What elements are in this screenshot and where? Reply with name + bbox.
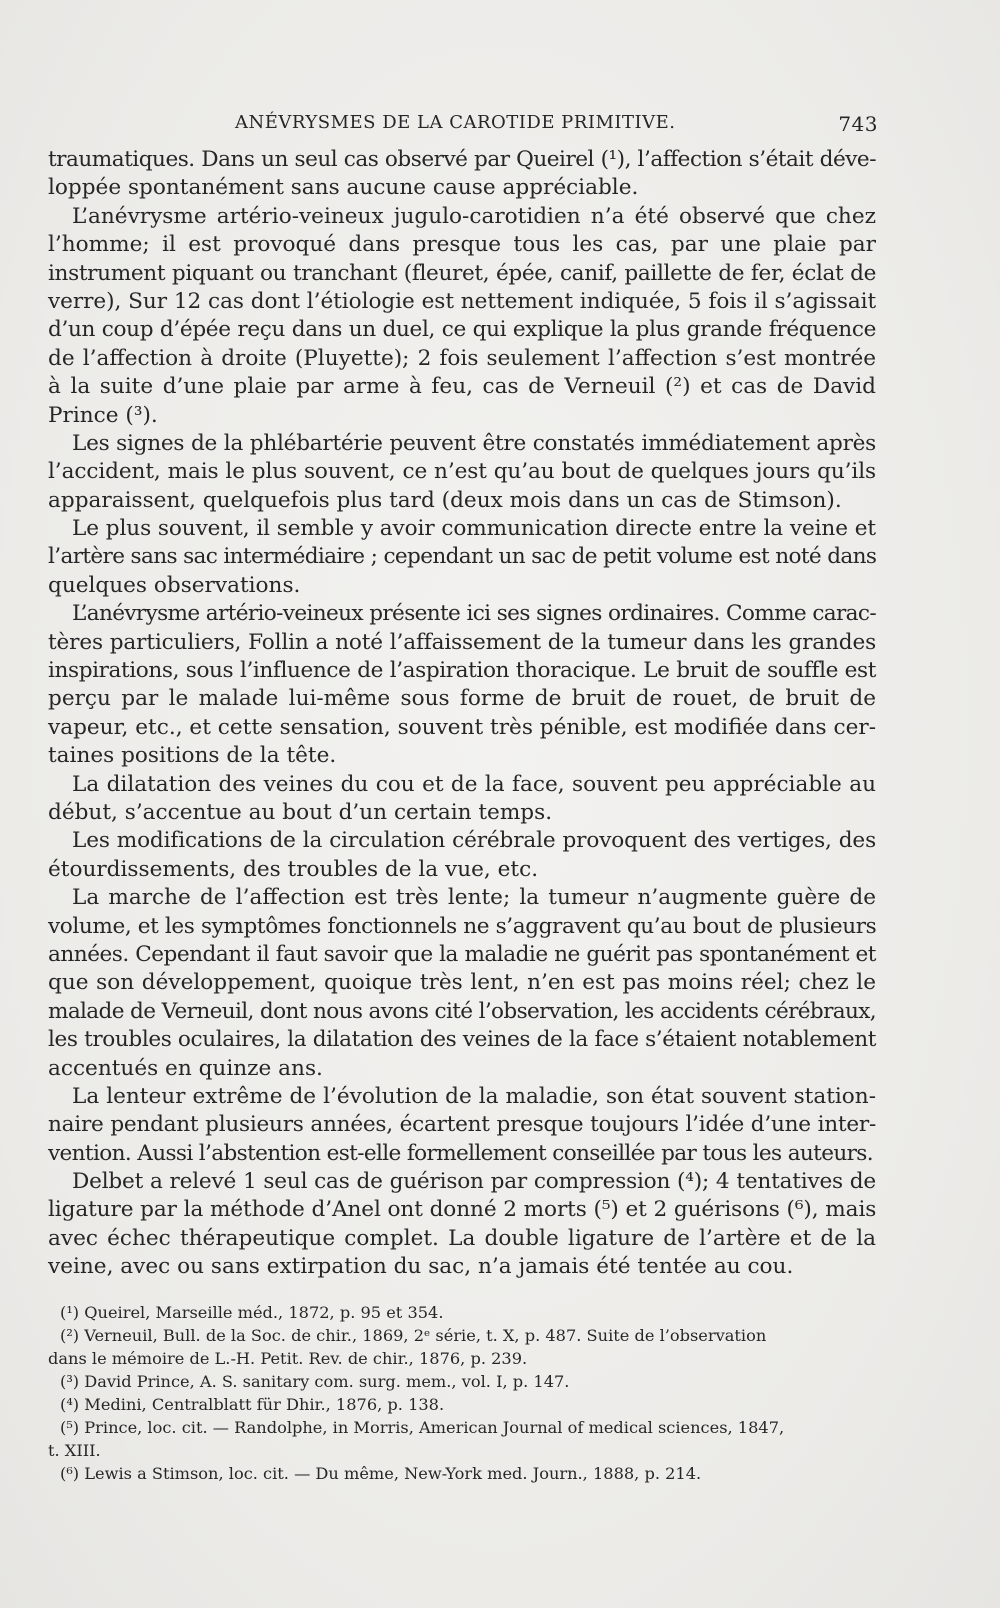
text-line: l’accident, mais le plus souvent, ce n’est qu’au bout de quelques jours qu’ils bbox=[48, 459, 876, 485]
text-line: de l’affection à droite (Pluyette); 2 fois seulement l’affection s’est montrée bbox=[48, 345, 876, 371]
text-line: La lenteur extrême de l’évolution de la maladie, son état souvent station- bbox=[72, 1083, 876, 1109]
text-line: L’anévrysme artério-veineux jugulo-carotidien n’a été observé que chez bbox=[72, 203, 876, 229]
footnote-line: (¹) Queirel, Marseille méd., 1872, p. 95 et 354. bbox=[60, 1303, 444, 1322]
footnote-line: (⁶) Lewis a Stimson, loc. cit. — Du même, New-York med. Journ., 1888, p. 214. bbox=[60, 1464, 702, 1483]
footnote-line: t. XIII. bbox=[48, 1441, 101, 1460]
footnote-line: (²) Verneuil, Bull. de la Soc. de chir., 1869, 2ᵉ série, t. X, p. 487. Suite de l’observation bbox=[60, 1326, 767, 1345]
text-line: quelques observations. bbox=[48, 572, 301, 598]
text-line: Le plus souvent, il semble y avoir communication directe entre la veine et bbox=[72, 516, 876, 542]
text-line: tères particuliers, Follin a noté l’affaissement de la tumeur dans les grandes bbox=[48, 629, 876, 655]
text-line: naire pendant plusieurs années, écartent presque toujours l’idée d’une inter- bbox=[48, 1112, 876, 1138]
text-line: que son développement, quoique très lent, n’en est pas moins réel; chez le bbox=[48, 970, 876, 996]
text-line: à la suite d’une plaie par arme à feu, cas de Verneuil (²) et cas de David bbox=[48, 374, 876, 400]
text-line: malade de Verneuil, dont nous avons cité l’observation, les accidents cérébraux, bbox=[48, 998, 876, 1024]
text-line: Prince (³). bbox=[48, 402, 158, 428]
text-line: vapeur, etc., et cette sensation, souvent très pénible, est modifiée dans cer- bbox=[48, 714, 876, 740]
text-line: veine, avec ou sans extirpation du sac, n’a jamais été tentée au cou. bbox=[48, 1254, 794, 1280]
text-line: volume, et les symptômes fonctionnels ne s’aggravent qu’au bout de plusieurs bbox=[48, 913, 877, 939]
text-line: Delbet a relevé 1 seul cas de guérison par compression (⁴); 4 tentatives de bbox=[72, 1169, 876, 1195]
text-line: L’anévrysme artério-veineux présente ici ses signes ordinaires. Comme carac- bbox=[72, 601, 876, 627]
text-line: vention. Aussi l’abstention est-elle formellement conseillée par tous les auteurs. bbox=[48, 1140, 873, 1166]
text-line: apparaissent, quelquefois plus tard (deux mois dans un cas de Stimson). bbox=[48, 487, 842, 513]
footnote-line: (⁴) Medini, Centralblatt für Dhir., 1876, p. 138. bbox=[60, 1395, 445, 1414]
footnotes bbox=[48, 1301, 876, 1485]
text-line: Les modifications de la circulation cérébrale provoquent des vertiges, des bbox=[72, 828, 876, 854]
text-line: perçu par le malade lui-même sous forme de bruit de rouet, de bruit de bbox=[48, 686, 876, 712]
body-text bbox=[48, 146, 876, 1282]
text-line: instrument piquant ou tranchant (fleuret, épée, canif, paillette de fer, éclat de bbox=[48, 260, 876, 286]
running-title: ANÉVRYSMES DE LA CAROTIDE PRIMITIVE. bbox=[235, 112, 676, 133]
text-line: accentués en quinze ans. bbox=[48, 1055, 323, 1081]
text-line: début, s’accentue au bout d’un certain temps. bbox=[48, 799, 553, 825]
text-line: traumatiques. Dans un seul cas observé par Queirel (¹), l’affection s’était déve- bbox=[48, 147, 876, 172]
text-line: ligature par la méthode d’Anel ont donné 2 morts (⁵) et 2 guérisons (⁶), mais bbox=[48, 1197, 877, 1223]
text-line: années. Cependant il faut savoir que la maladie ne guérit pas spontanément et bbox=[48, 941, 876, 967]
text-line: taines positions de la tête. bbox=[48, 743, 337, 769]
text-line: La marche de l’affection est très lente; la tumeur n’augmente guère de bbox=[72, 885, 876, 911]
page-header bbox=[48, 112, 878, 142]
text-line: Les signes de la phlébartérie peuvent être constatés immédiatement après bbox=[72, 430, 876, 456]
text-line: inspirations, sous l’influence de l’aspiration thoracique. Le bruit de souffle est bbox=[48, 658, 876, 684]
text-line: La dilatation des veines du cou et de la face, souvent peu appréciable au bbox=[72, 771, 876, 797]
text-line: l’artère sans sac intermédiaire ; cependant un sac de petit volume est noté dans bbox=[48, 544, 877, 570]
footnote-line: dans le mémoire de L.-H. Petit. Rev. de chir., 1876, p. 239. bbox=[48, 1349, 528, 1368]
page-number: 743 bbox=[838, 112, 878, 136]
footnote-line: (⁵) Prince, loc. cit. — Randolphe, in Morris, American Journal of medical sciences, 1847, bbox=[60, 1418, 785, 1437]
text-line: d’un coup d’épée reçu dans un duel, ce qui explique la plus grande fréquence bbox=[48, 317, 876, 343]
footnote-line: (³) David Prince, A. S. sanitary com. surg. mem., vol. I, p. 147. bbox=[60, 1372, 570, 1391]
text-line: avec échec thérapeutique complet. La double ligature de l’artère et de la bbox=[48, 1225, 876, 1251]
text-line: l’homme; il est provoqué dans presque tous les cas, par une plaie par bbox=[48, 232, 876, 258]
text-line: les troubles oculaires, la dilatation des veines de la face s’étaient notablement bbox=[48, 1027, 876, 1053]
text-line: verre), Sur 12 cas dont l’étiologie est nettement indiquée, 5 fois il s’agissait bbox=[48, 288, 877, 314]
text-line: loppée spontanément sans aucune cause appréciable. bbox=[48, 175, 639, 201]
text-line: étourdissements, des troubles de la vue, etc. bbox=[48, 856, 539, 882]
